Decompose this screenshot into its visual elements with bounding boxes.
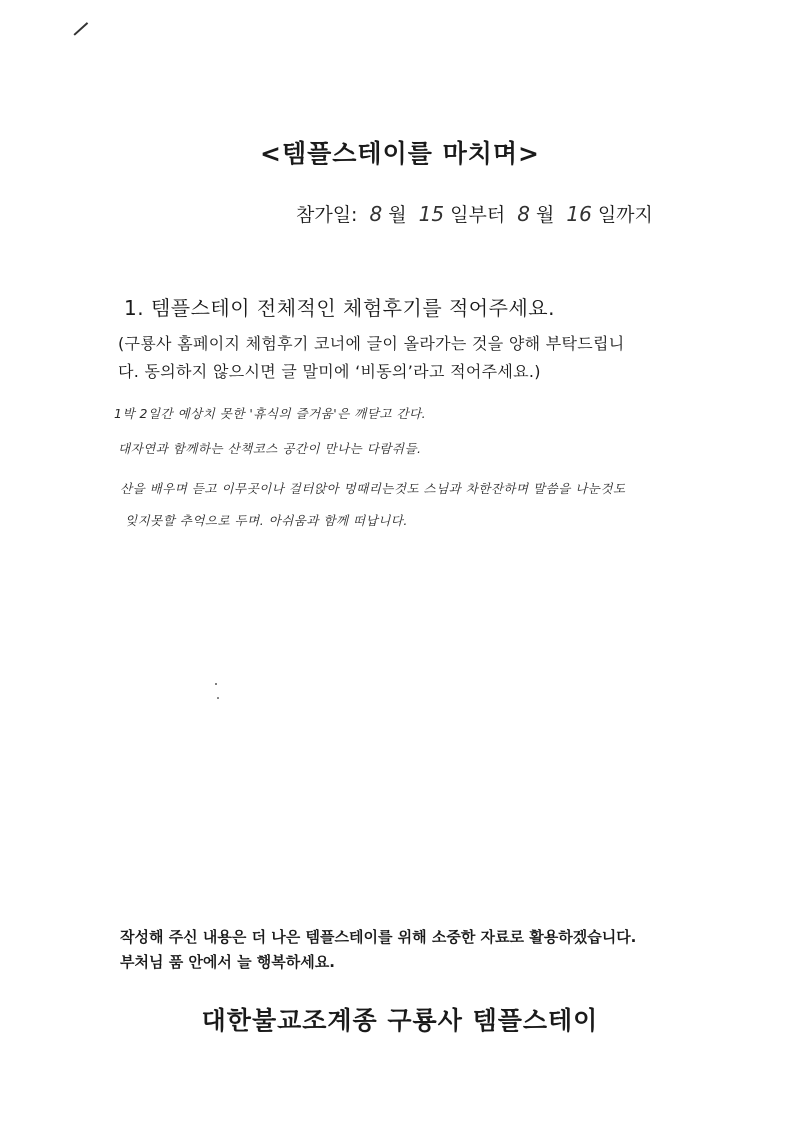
from-text: 일부터 [450, 204, 506, 226]
question-note-line: 다. 동의하지 않으시면 글 말미에 ‘비동의’라고 적어주세요.) [118, 362, 541, 381]
month-unit: 월 [388, 204, 407, 226]
organization-name: 대한불교조계종 구룡사 템플스테이 [201, 1006, 599, 1035]
footer-blessing: 부처님 품 안에서 늘 행복하세요. [120, 953, 335, 971]
page-title: <템플스테이를 마치며> [260, 139, 540, 168]
footer-notice: 작성해 주신 내용은 더 나은 템플스테이를 위해 소중한 자료로 활용하겠습니다. [120, 928, 637, 946]
start-month-value: 8 [369, 202, 383, 226]
handwritten-answer-line: 잊지못할 추억으로 두며. 아쉬움과 함께 떠납니다. [125, 513, 408, 528]
participation-dates [296, 200, 653, 227]
question-note-line: (구룡사 홈페이지 체험후기 코너에 글이 올라가는 것을 양해 부탁드립니 [118, 334, 625, 353]
until-text: 일까지 [597, 204, 653, 226]
start-day-value: 15 [418, 202, 445, 226]
question-title: 1. 템플스테이 전체적인 체험후기를 적어주세요. [124, 296, 555, 320]
end-month-value: 8 [517, 202, 530, 226]
handwritten-answer-line: 대자연과 함께하는 산책코스 공간이 만나는 다람쥐들. [118, 441, 422, 456]
ink-dot [217, 697, 219, 699]
month-unit: 월 [535, 204, 555, 226]
handwritten-answer-line: 1박 2일간 예상치 못한 '휴식의 즐거움'은 깨닫고 간다. [114, 406, 427, 421]
end-day-value: 16 [566, 202, 592, 226]
pen-stroke-mark [73, 22, 87, 35]
handwritten-answer-line: 산을 배우며 듣고 이무곳이나 걸터앉아 멍때리는것도 스님과 차한잔하며 말씀을 나눈것도 [120, 481, 626, 496]
ink-dot [215, 683, 217, 685]
dates-label: 참가일: [296, 204, 358, 226]
